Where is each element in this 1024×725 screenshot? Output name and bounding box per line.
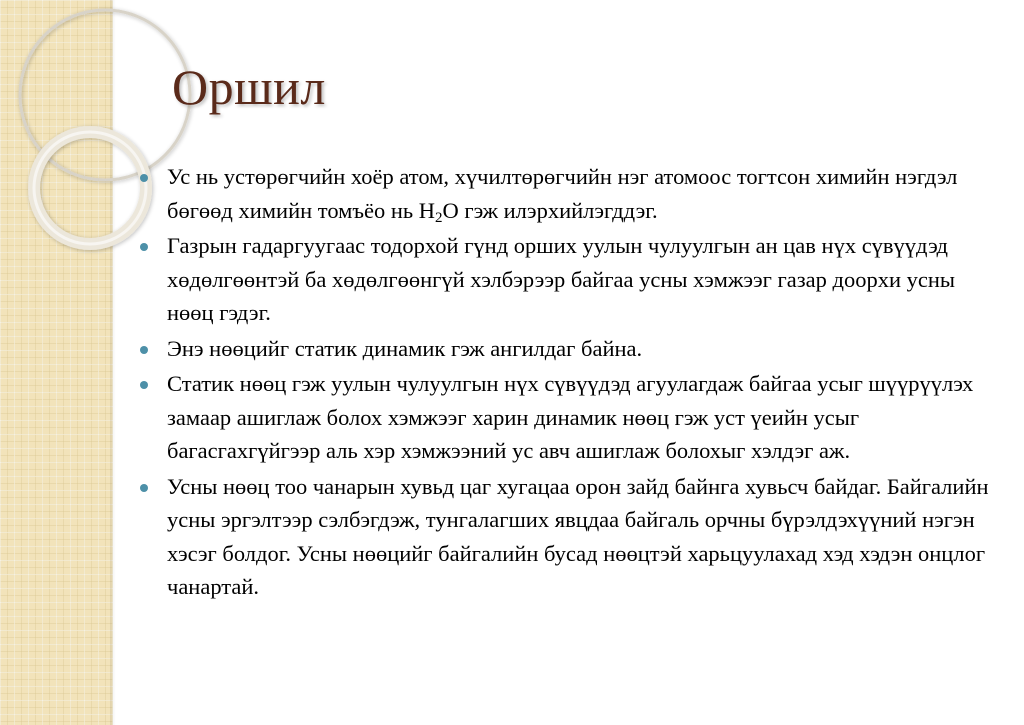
bullet-text: Статик нөөц гэж уулын чулуулгын нүх сүвүүдэд агуулагдаж байгаа усыг шүүрүүлэх замаар ашиглаж болох хэмжээг харин динамик нөөц гэж уст үеийн усыг багасгахгүйгээр аль хэр хэмжээний ус авч ашиглаж болохыг хэлдэг аж. (167, 371, 974, 463)
bullet-text-main: Ус нь устөрөгчийн хоёр атом, хүчилтөрөгчийн нэг атомоос тогтсон химийн нэгдэл бөгөөд химийн томъёо нь H (167, 164, 958, 223)
bullet-text (167, 164, 958, 226)
bullet-text-subscript: 2 (435, 209, 443, 226)
bullet-text-tail: O гэж илэрхийлэгддэг. (442, 197, 658, 223)
bullet-icon (140, 243, 148, 251)
bullet-text: Энэ нөөцийг статик динамик гэж ангилдаг байна. (167, 335, 643, 361)
bullet-item (140, 229, 1000, 330)
bullet-item (140, 332, 1000, 366)
bullet-text: Газрын гадаргуугаас тодорхой гүнд орших уулын чулуулгын ан цав нүх сүвүүдэд хөдөлгөөнтэй ба хөдөлгөөнгүй хэлбэрээр байгаа усны хэмжээг газар доорхи усны нөөц гэдэг. (167, 233, 956, 325)
small-ring-highlight (34, 132, 146, 244)
bullet-icon (140, 381, 148, 389)
slide-title: Оршил (172, 59, 326, 115)
bullet-item (140, 367, 1000, 468)
bullet-icon (140, 174, 148, 182)
bullet-icon (140, 346, 148, 354)
bullet-item (140, 470, 1000, 604)
bullet-icon (140, 484, 148, 492)
bullet-text: Усны нөөц тоо чанарын хувьд цаг хугацаа орон зайд байнга хувьсч байдаг. Байгалийн усны эргэлтээр сэлбэгдэж, тунгалагших явцдаа байгаль орчны бүрэлдэхүүний нэгэн хэсэг болдог. Усны нөөцийг байгалийн бусад нөөцтэй харьцуулахад хэд хэдэн онцлог чанартай. (167, 473, 989, 599)
bullet-list (140, 160, 1000, 606)
bullet-item (140, 160, 1000, 227)
